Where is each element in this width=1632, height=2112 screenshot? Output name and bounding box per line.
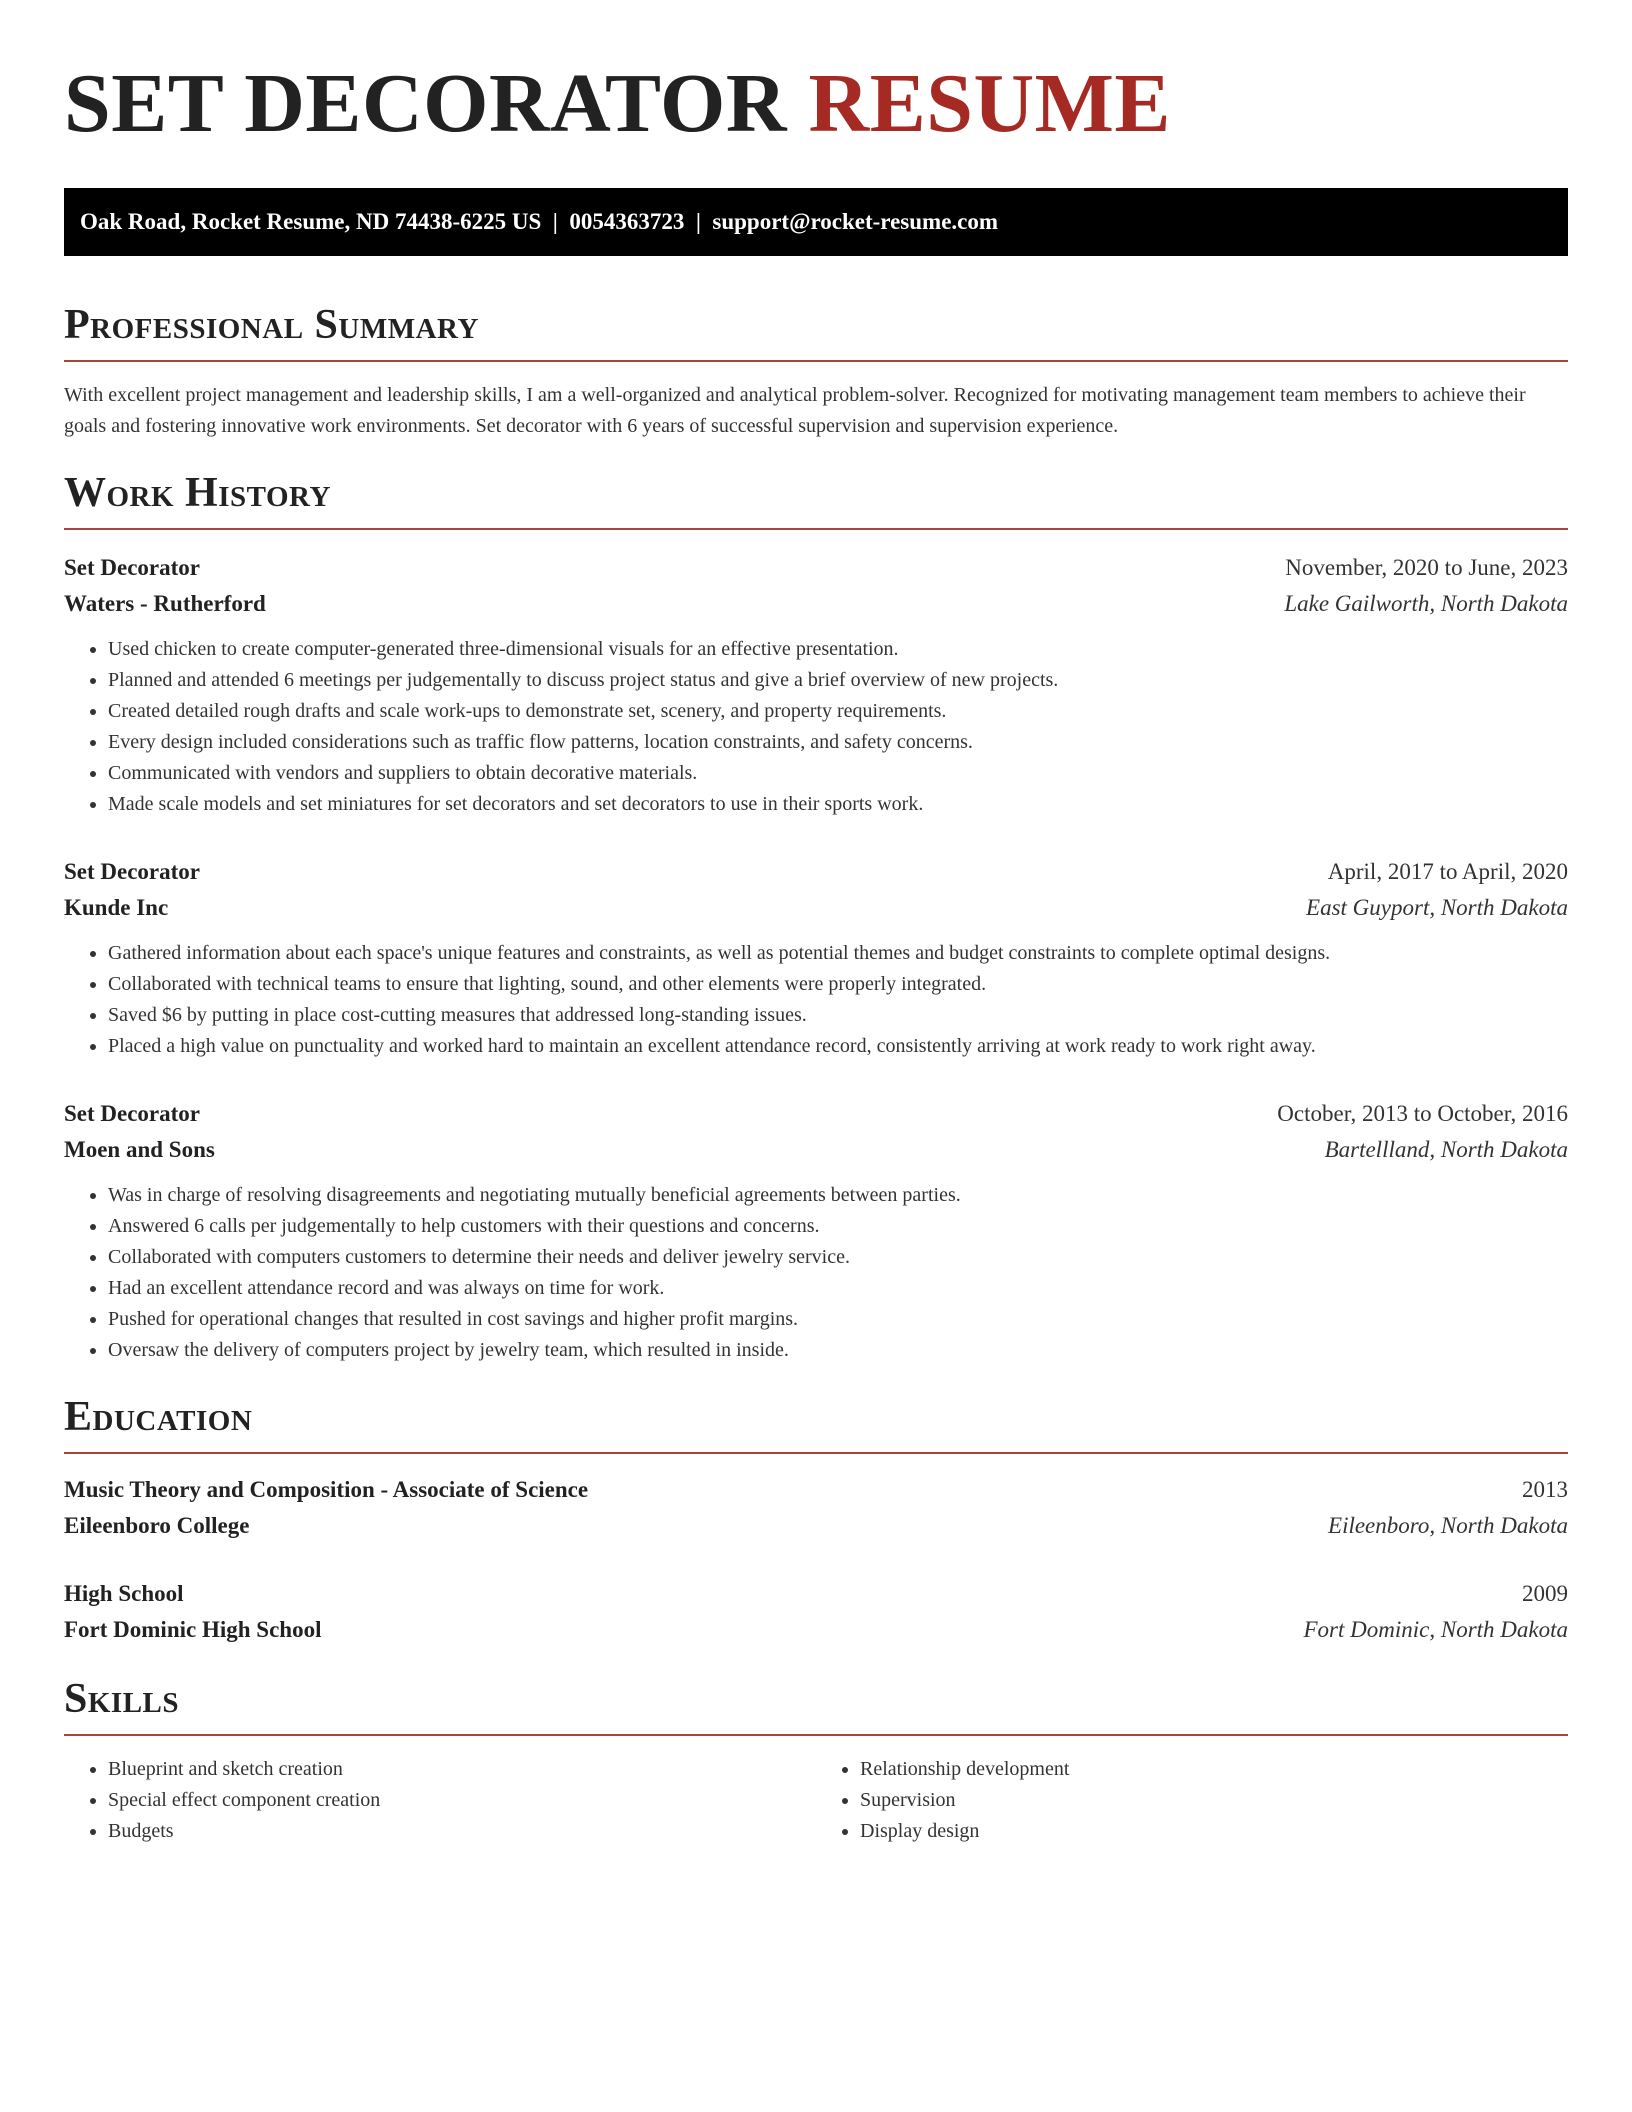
skill-item: • Blueprint and sketch creation (108, 1754, 816, 1785)
job-bullets (64, 634, 1568, 820)
contact-text: Oak Road, Rocket Resume, ND 74438-6225 US | 0054363723 | support@rocket-resume.com (80, 209, 999, 234)
bullet-item: • Collaborated with technical teams to ensure that lighting, sound, and other elements were properly integrated. (108, 969, 1568, 1000)
job-company: Kunde Inc (64, 895, 169, 920)
job-company: Waters - Rutherford (64, 591, 266, 616)
school-name: Eileenboro College (64, 1513, 250, 1538)
job-location: Bartellland, North Dakota (1324, 1137, 1568, 1162)
job-title: Set Decorator (64, 1101, 201, 1126)
school-location: Fort Dominic, North Dakota (1303, 1617, 1568, 1642)
degree: High School (64, 1581, 184, 1606)
bullet-item: • Every design included considerations such as traffic flow patterns, location constraints, and safety concerns. (108, 727, 1568, 758)
skill-item: • Display design (860, 1816, 1568, 1847)
degree: Music Theory and Composition - Associate of Science (64, 1477, 589, 1502)
job-title: Set Decorator (64, 859, 201, 884)
skills-section (64, 1674, 1568, 1847)
summary-text: With excellent project management and leadership skills, I am a well-organized and analytical problem-solver. Recognized for motivating management team members to achieve their goals and fostering innovative work environments. Set decorator with 6 years of successful supervision and supervision experience. (64, 384, 1526, 437)
bullet-item: • Had an excellent attendance record and was always on time for work. (108, 1273, 1568, 1304)
work-history-section (64, 468, 1568, 1366)
bullet-item: • Made scale models and set miniatures for set decorators and set decorators to use in their sports work. (108, 789, 1568, 820)
school-name: Fort Dominic High School (64, 1617, 322, 1642)
job-company: Moen and Sons (64, 1137, 215, 1162)
job-dates: October, 2013 to October, 2016 (1277, 1101, 1568, 1126)
work-history-heading: Work History (64, 470, 331, 516)
graduation-year: 2009 (1522, 1581, 1568, 1606)
bullet-item: • Used chicken to create computer-generated three-dimensional visuals for an effective presentation. (108, 634, 1568, 665)
job-bullets (64, 938, 1568, 1062)
skills-list-left (64, 1754, 816, 1847)
education-section (64, 1392, 1568, 1648)
skill-item: • Special effect component creation (108, 1785, 816, 1816)
bullet-item: • Oversaw the delivery of computers project by jewelry team, which resulted in inside. (108, 1335, 1568, 1366)
resume-title (64, 56, 1568, 152)
bullet-item: • Planned and attended 6 meetings per judgementally to discuss project status and give a brief overview of new projects. (108, 665, 1568, 696)
section-divider (64, 1734, 1568, 1736)
job-dates: April, 2017 to April, 2020 (1327, 859, 1568, 884)
skill-item: • Supervision (860, 1785, 1568, 1816)
school-location: Eileenboro, North Dakota (1328, 1513, 1568, 1538)
education-entry (64, 1472, 1568, 1544)
job-location: East Guyport, North Dakota (1306, 895, 1568, 920)
title-accent: RESUME (808, 57, 1171, 150)
graduation-year: 2013 (1522, 1477, 1568, 1502)
job-bullets (64, 1180, 1568, 1366)
bullet-item: • Pushed for operational changes that resulted in cost savings and higher profit margins. (108, 1304, 1568, 1335)
skills-grid (64, 1744, 1568, 1847)
education-entry (64, 1576, 1568, 1648)
bullet-item: • Collaborated with computers customers to determine their needs and deliver jewelry service. (108, 1242, 1568, 1273)
bullet-item: • Created detailed rough drafts and scale work-ups to demonstrate set, scenery, and property requirements. (108, 696, 1568, 727)
skills-heading: Skills (64, 1676, 180, 1722)
bullet-item: • Communicated with vendors and suppliers to obtain decorative materials. (108, 758, 1568, 789)
summary-heading: Professional Summary (64, 302, 479, 348)
job-entry (64, 1096, 1568, 1366)
skills-list-right (816, 1754, 1568, 1847)
job-title: Set Decorator (64, 555, 201, 580)
bullet-item: • Answered 6 calls per judgementally to help customers with their questions and concerns. (108, 1211, 1568, 1242)
title-main: SET DECORATOR (64, 57, 809, 150)
education-heading: Education (64, 1394, 253, 1440)
job-dates: November, 2020 to June, 2023 (1285, 555, 1568, 580)
skill-item: • Relationship development (860, 1754, 1568, 1785)
section-divider (64, 360, 1568, 362)
skill-item: • Budgets (108, 1816, 816, 1847)
section-divider (64, 1452, 1568, 1454)
job-entry (64, 550, 1568, 820)
section-divider (64, 528, 1568, 530)
job-location: Lake Gailworth, North Dakota (1284, 591, 1568, 616)
contact-bar (64, 188, 1568, 256)
bullet-item: • Placed a high value on punctuality and worked hard to maintain an excellent attendance record, consistently arriving at work ready to work right away. (108, 1031, 1568, 1062)
job-entry (64, 854, 1568, 1062)
bullet-item: • Was in charge of resolving disagreements and negotiating mutually beneficial agreements between parties. (108, 1180, 1568, 1211)
summary-section (64, 300, 1568, 442)
bullet-item: • Saved $6 by putting in place cost-cutting measures that addressed long-standing issues. (108, 1000, 1568, 1031)
bullet-item: • Gathered information about each space's unique features and constraints, as well as potential themes and budget constraints to complete optimal designs. (108, 938, 1568, 969)
